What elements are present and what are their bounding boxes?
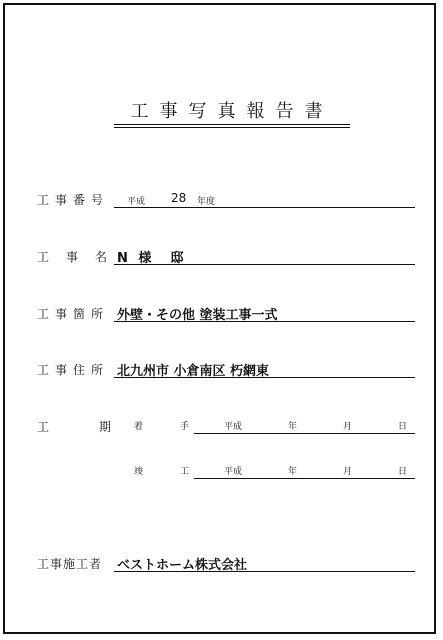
- period-end-day-unit: 日: [398, 467, 408, 477]
- project-name-underline: [114, 264, 415, 265]
- project-number-suffix: 年度: [197, 197, 216, 207]
- contractor-value: ベストホーム株式会社: [117, 558, 248, 573]
- contractor-underline: [114, 571, 415, 572]
- report-title: 工事写真報告書: [130, 101, 334, 122]
- project-address-value: 北九州市 小倉南区 朽網東: [117, 364, 270, 379]
- period-start-era: 平成: [224, 422, 243, 432]
- period-start-year-unit: 年: [288, 422, 298, 432]
- project-name-value: N 様 邸: [117, 251, 187, 266]
- period-end-era: 平成: [224, 467, 243, 477]
- period-end-label: 竣 工: [134, 467, 204, 477]
- project-number-label: 工事番号: [37, 193, 110, 207]
- project-location-underline: [114, 321, 415, 322]
- period-end-month-unit: 月: [343, 467, 353, 477]
- project-period-label: 工 期: [37, 420, 131, 434]
- project-number-era: 平成: [127, 197, 146, 207]
- project-location-label: 工事箇所: [37, 307, 110, 321]
- period-end-underline: [194, 478, 415, 479]
- project-number-year: 28: [171, 191, 187, 205]
- period-end-year-unit: 年: [288, 467, 298, 477]
- project-address-underline: [114, 377, 415, 378]
- project-name-label: 工事名: [37, 250, 125, 264]
- period-start-day-unit: 日: [398, 422, 408, 432]
- period-start-month-unit: 月: [343, 422, 353, 432]
- period-start-underline: [194, 433, 415, 434]
- project-number-underline: [114, 207, 415, 208]
- contractor-label: 工事施工者: [37, 557, 103, 571]
- project-address-label: 工事住所: [37, 363, 110, 377]
- project-location-value: 外壁・その他 塗装工事一式: [117, 308, 278, 323]
- period-start-label: 着 手: [134, 422, 204, 432]
- title-underline: [114, 124, 350, 128]
